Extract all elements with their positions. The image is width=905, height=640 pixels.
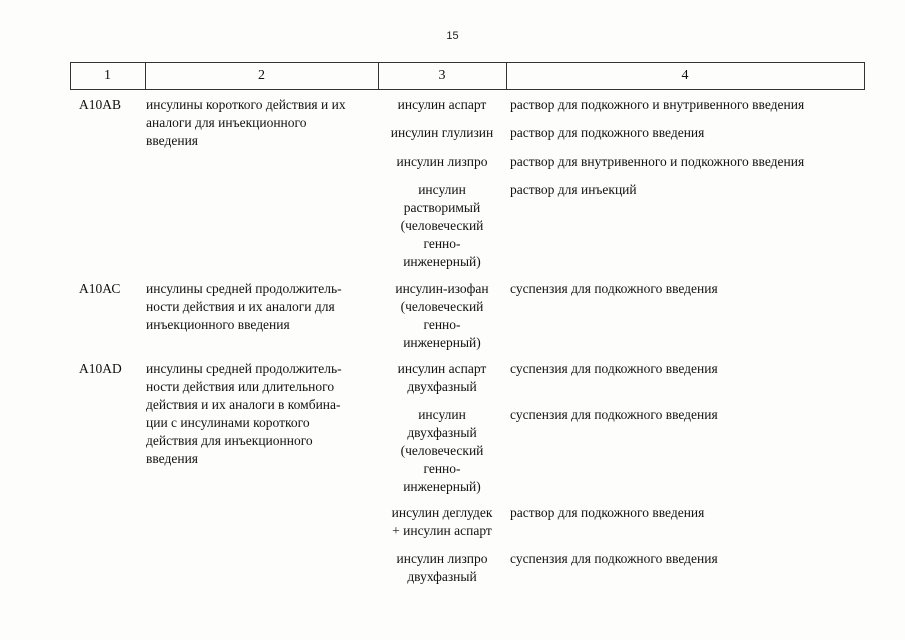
drug-name: инсулин растворимый (человеческий генно- инженерный) xyxy=(400,182,484,269)
table-header-row xyxy=(70,62,865,90)
group-description: инсулины средней продолжитель- ности действия или длительного действия и их аналоги в комбина- ции с инсулинами короткого действия для инъекционного введения xyxy=(146,361,342,466)
drug-name: инсулин глулизин xyxy=(390,125,494,140)
group-description: инсулины короткого действия и их аналоги для инъекционного введения xyxy=(146,97,346,148)
drug-name: инсулин аспарт двухфазный xyxy=(397,361,487,394)
drug-name: инсулин лизпро xyxy=(396,154,488,169)
drug-name: инсулин деглудек + инсулин аспарт xyxy=(391,505,493,538)
dosage-form: суспензия для подкожного введения xyxy=(510,551,718,566)
dosage-form: суспензия для подкожного введения xyxy=(510,281,718,296)
atc-code: А10АС xyxy=(79,281,121,296)
dosage-form: суспензия для подкожного введения xyxy=(510,407,718,422)
atc-code: А10АD xyxy=(79,361,122,376)
drug-name: инсулин-изофан (человеческий генно- инженерный) xyxy=(395,281,489,350)
dosage-form: раствор для подкожного и внутривенного введения xyxy=(510,97,805,112)
header-col-2: 2 xyxy=(258,68,265,83)
dosage-form: раствор для инъекций xyxy=(510,182,637,197)
dosage-form: раствор для подкожного введения xyxy=(510,505,705,520)
group-description: инсулины средней продолжитель- ности действия и их аналоги для инъекционного введения xyxy=(146,281,342,332)
drug-name: инсулин аспарт xyxy=(397,97,487,112)
dosage-form: раствор для внутривенного и подкожного введения xyxy=(510,154,805,169)
drug-name: инсулин двухфазный (человеческий генно- инженерный) xyxy=(400,407,484,494)
header-col-3: 3 xyxy=(438,68,446,83)
dosage-form: раствор для подкожного введения xyxy=(510,125,705,140)
atc-code: А10АВ xyxy=(79,97,122,112)
header-col-4: 4 xyxy=(681,68,689,83)
dosage-form: суспензия для подкожного введения xyxy=(510,361,718,376)
drug-name: инсулин лизпро двухфазный xyxy=(396,551,488,584)
page-number: 15 xyxy=(446,30,459,42)
header-col-1: 1 xyxy=(104,68,111,83)
